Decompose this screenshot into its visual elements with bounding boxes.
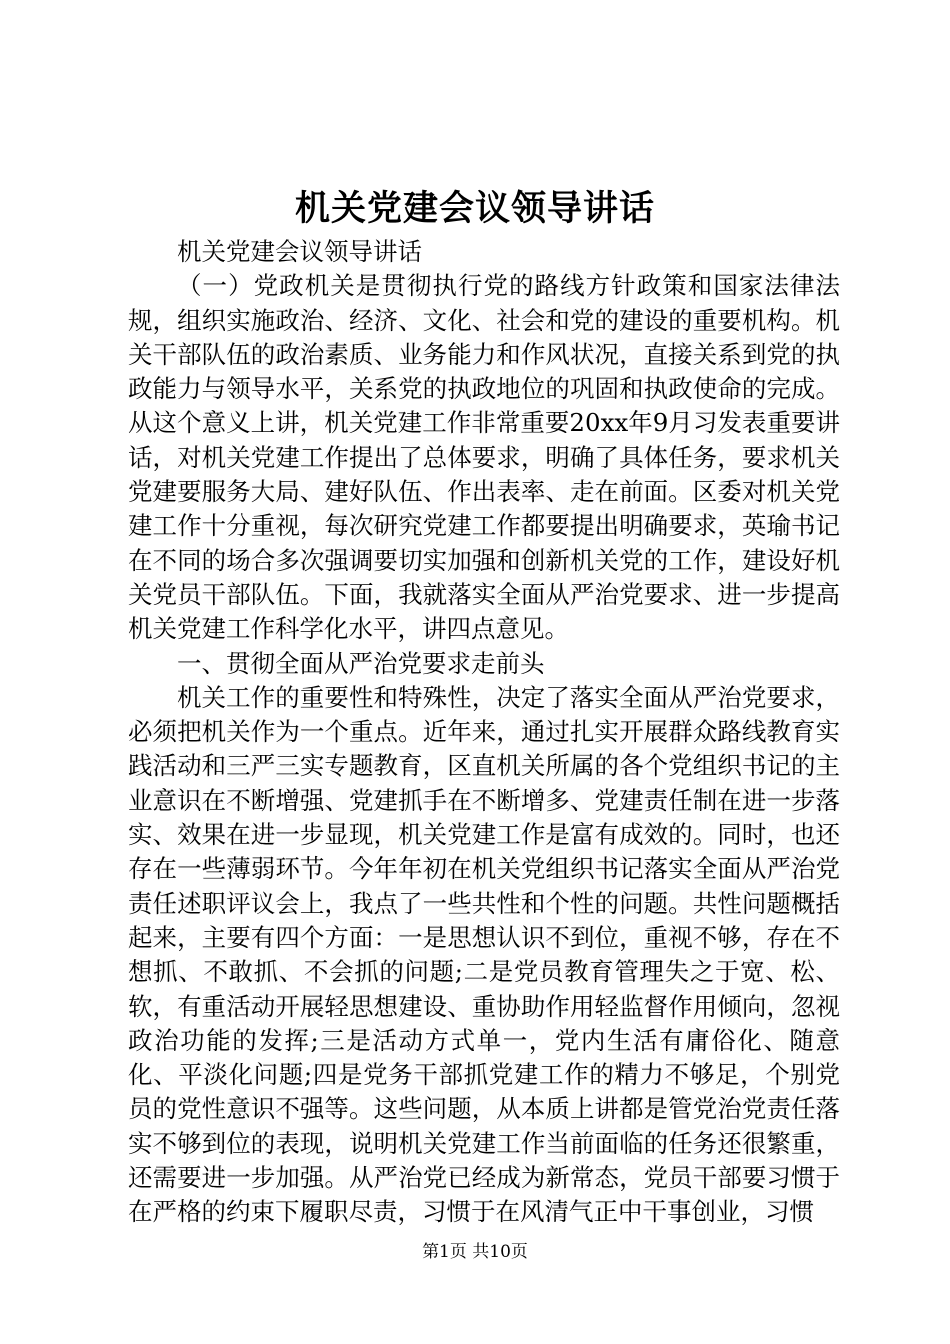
paragraph-section-1: 机关工作的重要性和特殊性，决定了落实全面从严治党要求，必须把机关作为一个重点。近年来，通过扎实开展群众路线教育实践活动和三严三实专题教育，区直机关所属的各个党组织书记的主业意识在不断增强、党建抓手在不断增多、党建责任制在进一步落实、效果在进一步显现，机关党建工作是富有成效的。同时，也还存在一些薄弱环节。今年年初在机关党组织书记落实全面从严治党责任述职评议会上，我点了一些共性和个性的问题。共性问题概括起来，主要有四个方面：一是思想认识不到位，重视不够，存在不想抓、不敢抓、不会抓的问题;二是党员教育管理失之于宽、松、软，有重活动开展轻思想建设、重协助作用轻监督作用倾向，忽视政治功能的发挥;三是活动方式单一，党内生活有庸俗化、随意化、平淡化问题;四是党务干部抓党建工作的精力不够足，个别党员的党性意识不强等。这些问题，从本质上讲都是管党治党责任落实不够到位的表现，说明机关党建工作当前面临的任务还很繁重，还需要进一步加强。从严治党已经成为新常态，党员干部要习惯于在严格的约束下履职尽责，习惯于在风清气正中干事创业，习惯 (128, 682, 840, 1227)
page-number-footer: 第1页 共10页 (422, 1242, 528, 1262)
document-body (128, 235, 840, 1230)
paragraph-heading-repeat: 机关党建会议领导讲话 (177, 237, 422, 266)
section-heading-1: 一、贯彻全面从严治党要求走前头 (177, 648, 545, 678)
document-title: 机关党建会议领导讲话 (294, 188, 655, 229)
paragraph-intro: （一）党政机关是贯彻执行党的路线方针政策和国家法律法规，组织实施政治、经济、文化、社会和党的建设的重要机构。机关干部队伍的政治素质、业务能力和作风状况，直接关系到党的执政能力与领导水平，关系党的执政地位的巩固和执政使命的完成。从这个意义上讲，机关党建工作非常重要20xx年9月习发表重要讲话，对机关党建工作提出了总体要求，明确了具体任务，要求机关党建要服务大局、建好队伍、作出表率、走在前面。区委对机关党建工作十分重视，每次研究党建工作都要提出明确要求，英瑜书记在不同的场合多次强调要切实加强和创新机关党的工作，建设好机关党员干部队伍。下面，我就落实全面从严治党要求、进一步提高机关党建工作科学化水平，讲四点意见。 (128, 271, 840, 644)
